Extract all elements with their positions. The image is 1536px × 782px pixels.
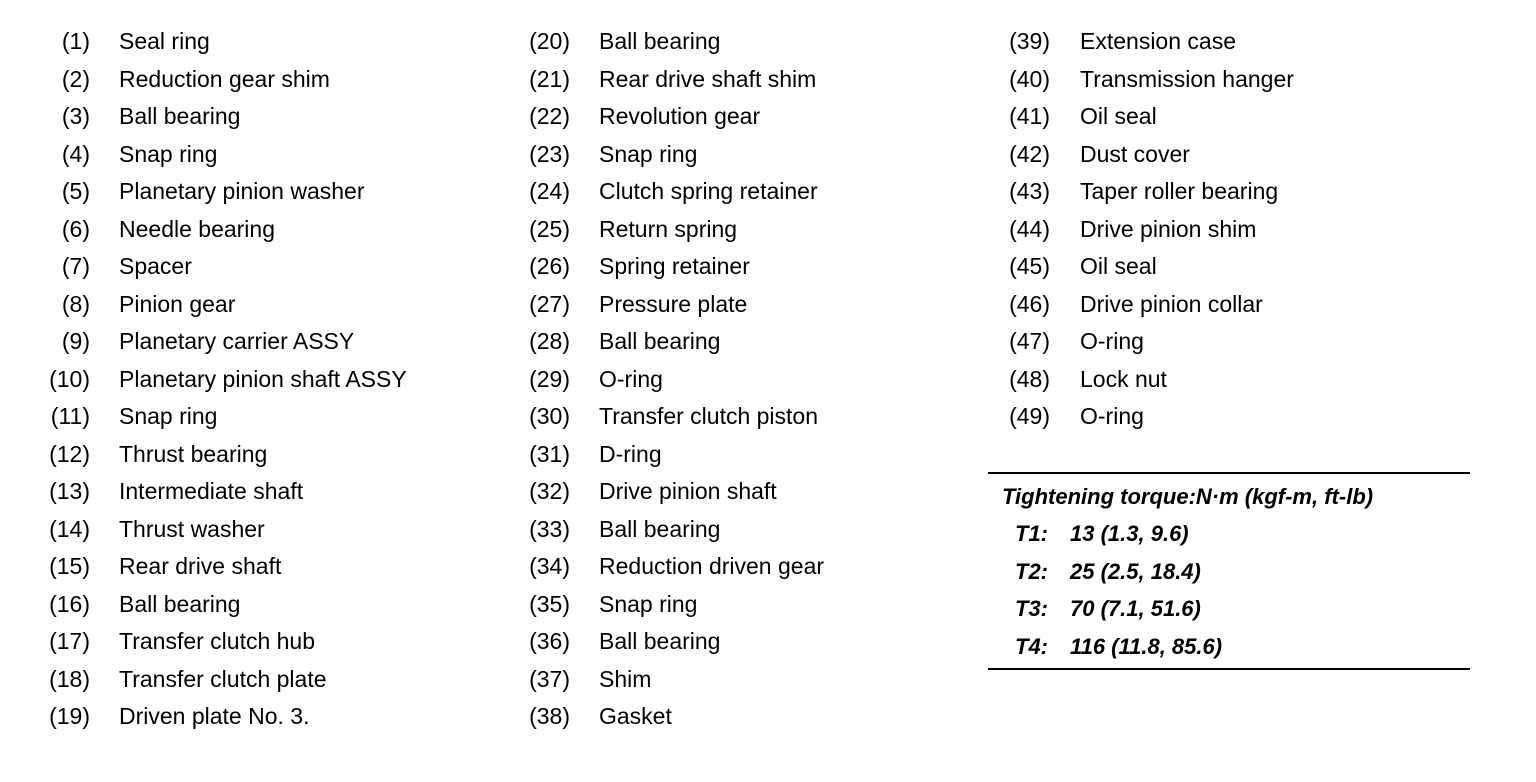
part-name: Ball bearing [119, 103, 241, 130]
part-number: (43) [1009, 178, 1050, 205]
part-list-item [520, 211, 824, 249]
part-list-item [40, 136, 407, 174]
part-name: O-ring [1080, 328, 1144, 355]
part-list-item [520, 286, 824, 324]
part-list-item [520, 473, 824, 511]
part-list-item [1000, 286, 1294, 324]
part-number: (27) [529, 290, 570, 317]
part-list-item [520, 436, 824, 474]
part-list-item [520, 623, 824, 661]
part-number: (8) [61, 290, 90, 317]
part-name: Thrust washer [119, 515, 265, 542]
part-list-item [1000, 398, 1294, 436]
part-name: Transmission hanger [1080, 65, 1294, 92]
torque-label: T1: [1015, 521, 1048, 546]
part-list-item [40, 398, 407, 436]
part-name: Seal ring [119, 28, 210, 55]
part-name: O-ring [599, 365, 663, 392]
part-number: (19) [49, 703, 90, 730]
part-number: (23) [529, 140, 570, 167]
part-name: Shim [599, 665, 652, 692]
torque-value: 70 (7.1, 51.6) [1070, 596, 1201, 621]
part-list-item [520, 698, 824, 736]
part-list-item [40, 23, 407, 61]
part-number: (18) [49, 665, 90, 692]
part-list-item [1000, 248, 1294, 286]
part-number: (47) [1009, 328, 1050, 355]
part-name: Spring retainer [599, 253, 750, 280]
part-list-item [520, 511, 824, 549]
part-list-item [520, 23, 824, 61]
part-name: Intermediate shaft [119, 478, 304, 505]
part-list-item [520, 173, 824, 211]
part-number: (34) [529, 553, 570, 580]
tightening-torque-table [988, 472, 1470, 670]
part-number: (11) [50, 403, 90, 430]
part-list-item [40, 323, 407, 361]
part-name: Driven plate No. 3. [119, 703, 310, 730]
torque-value: 116 (11.8, 85.6) [1070, 633, 1223, 659]
torque-row [988, 590, 1470, 628]
torque-label: T3: [1015, 596, 1048, 621]
part-number: (42) [1009, 140, 1050, 167]
part-number: (7) [61, 253, 90, 280]
part-name: Reduction driven gear [599, 553, 825, 580]
part-number: (44) [1009, 215, 1050, 242]
part-name: Drive pinion collar [1080, 290, 1263, 317]
part-number: (32) [529, 478, 570, 505]
part-list-item [40, 511, 407, 549]
parts-list-column-3 [1000, 23, 1294, 436]
part-number: (40) [1009, 65, 1050, 92]
torque-table-title: Tightening torque:N·m (kgf-m, ft-lb) [1002, 484, 1374, 509]
part-number: (26) [529, 253, 570, 280]
part-list-item [1000, 98, 1294, 136]
part-name: Rear drive shaft [119, 553, 282, 580]
part-list-item [1000, 23, 1294, 61]
part-number: (10) [49, 365, 90, 392]
part-list-item [520, 98, 824, 136]
part-name: Transfer clutch plate [119, 665, 327, 692]
part-name: Snap ring [119, 140, 218, 167]
part-number: (20) [529, 28, 570, 55]
part-name: Ball bearing [599, 28, 721, 55]
part-number: (16) [49, 590, 90, 617]
part-list-item [40, 436, 407, 474]
part-name: Ball bearing [119, 590, 241, 617]
part-name: O-ring [1080, 403, 1144, 430]
part-number: (24) [529, 178, 570, 205]
part-number: (48) [1009, 365, 1050, 392]
part-list-item [40, 286, 407, 324]
part-number: (9) [61, 328, 90, 355]
part-name: Ball bearing [599, 628, 721, 655]
part-list-item [1000, 323, 1294, 361]
torque-label: T2: [1015, 558, 1048, 584]
part-number: (13) [49, 478, 90, 505]
torque-row [988, 553, 1470, 591]
torque-value: 25 (2.5, 18.4) [1070, 558, 1201, 584]
part-number: (33) [529, 515, 570, 542]
part-list-item [40, 211, 407, 249]
part-list-item [520, 661, 824, 699]
part-number: (1) [61, 28, 90, 55]
part-list-item [40, 173, 407, 211]
part-number: (39) [1009, 28, 1050, 55]
part-number: (22) [529, 103, 570, 130]
part-number: (21) [529, 65, 570, 92]
part-name: Lock nut [1080, 365, 1167, 392]
torque-value: 13 (1.3, 9.6) [1070, 521, 1189, 546]
part-list-item [40, 248, 407, 286]
part-list-item [40, 548, 407, 586]
part-name: Planetary carrier ASSY [119, 328, 355, 355]
part-number: (12) [49, 440, 90, 467]
part-name: Planetary pinion shaft ASSY [119, 365, 407, 392]
part-number: (49) [1009, 403, 1050, 430]
part-name: Drive pinion shaft [599, 478, 777, 505]
part-number: (29) [529, 365, 570, 392]
part-list-item [40, 61, 407, 99]
part-list-item [1000, 136, 1294, 174]
part-name: Taper roller bearing [1080, 178, 1279, 205]
part-list-item [1000, 361, 1294, 399]
part-number: (4) [61, 140, 90, 167]
part-number: (30) [529, 403, 570, 430]
part-number: (37) [529, 665, 570, 692]
part-name: Pinion gear [119, 290, 236, 317]
part-number: (2) [61, 65, 90, 92]
part-name: Transfer clutch piston [599, 403, 819, 430]
part-name: Dust cover [1080, 140, 1190, 167]
part-list-item [40, 473, 407, 511]
part-list-item [1000, 211, 1294, 249]
part-number: (36) [529, 628, 570, 655]
part-number: (46) [1009, 290, 1050, 317]
part-list-item [40, 698, 407, 736]
part-name: Revolution gear [599, 103, 761, 130]
part-list-item [520, 136, 824, 174]
part-name: Spacer [119, 253, 192, 280]
part-name: D-ring [599, 440, 662, 467]
torque-label: T4: [1015, 633, 1048, 659]
part-number: (3) [61, 103, 90, 130]
part-number: (41) [1009, 103, 1050, 130]
part-number: (38) [529, 703, 570, 730]
part-list-item [520, 61, 824, 99]
part-name: Rear drive shaft shim [599, 65, 817, 92]
torque-row [988, 628, 1470, 666]
part-name: Snap ring [119, 403, 218, 430]
part-list-item [520, 398, 824, 436]
part-name: Needle bearing [119, 215, 276, 242]
part-list-item [520, 548, 824, 586]
part-name: Transfer clutch hub [119, 628, 316, 655]
part-list-item [40, 623, 407, 661]
parts-list-column-2 [520, 23, 824, 736]
part-number: (17) [49, 628, 90, 655]
part-name: Drive pinion shim [1080, 215, 1257, 242]
part-name: Thrust bearing [119, 440, 268, 467]
part-number: (5) [61, 178, 90, 205]
part-number: (6) [61, 215, 90, 242]
part-name: Pressure plate [599, 290, 748, 317]
part-list-item [1000, 61, 1294, 99]
part-name: Planetary pinion washer [119, 178, 365, 205]
part-name: Reduction gear shim [119, 65, 330, 92]
part-number: (35) [529, 590, 570, 617]
part-name: Snap ring [599, 140, 698, 167]
part-name: Return spring [599, 215, 738, 242]
part-list-item [520, 323, 824, 361]
part-name: Ball bearing [599, 328, 721, 355]
part-number: (14) [49, 515, 90, 542]
part-number: (28) [529, 328, 570, 355]
part-name: Oil seal [1080, 253, 1157, 280]
part-name: Clutch spring retainer [599, 178, 818, 205]
part-name: Extension case [1080, 28, 1236, 55]
part-list-item [40, 361, 407, 399]
part-number: (25) [529, 215, 570, 242]
part-list-item [40, 661, 407, 699]
part-list-item [520, 361, 824, 399]
part-name: Gasket [599, 703, 672, 730]
part-number: (31) [529, 440, 570, 467]
part-number: (45) [1009, 253, 1050, 280]
torque-row [988, 515, 1470, 553]
part-name: Snap ring [599, 590, 698, 617]
part-number: (15) [49, 553, 90, 580]
part-list-item [520, 586, 824, 624]
part-list-item [40, 98, 407, 136]
parts-list-column-1 [40, 23, 407, 736]
part-list-item [520, 248, 824, 286]
part-name: Oil seal [1080, 103, 1157, 130]
part-list-item [40, 586, 407, 624]
part-name: Ball bearing [599, 515, 721, 542]
part-list-item [1000, 173, 1294, 211]
torque-rows [988, 515, 1470, 665]
